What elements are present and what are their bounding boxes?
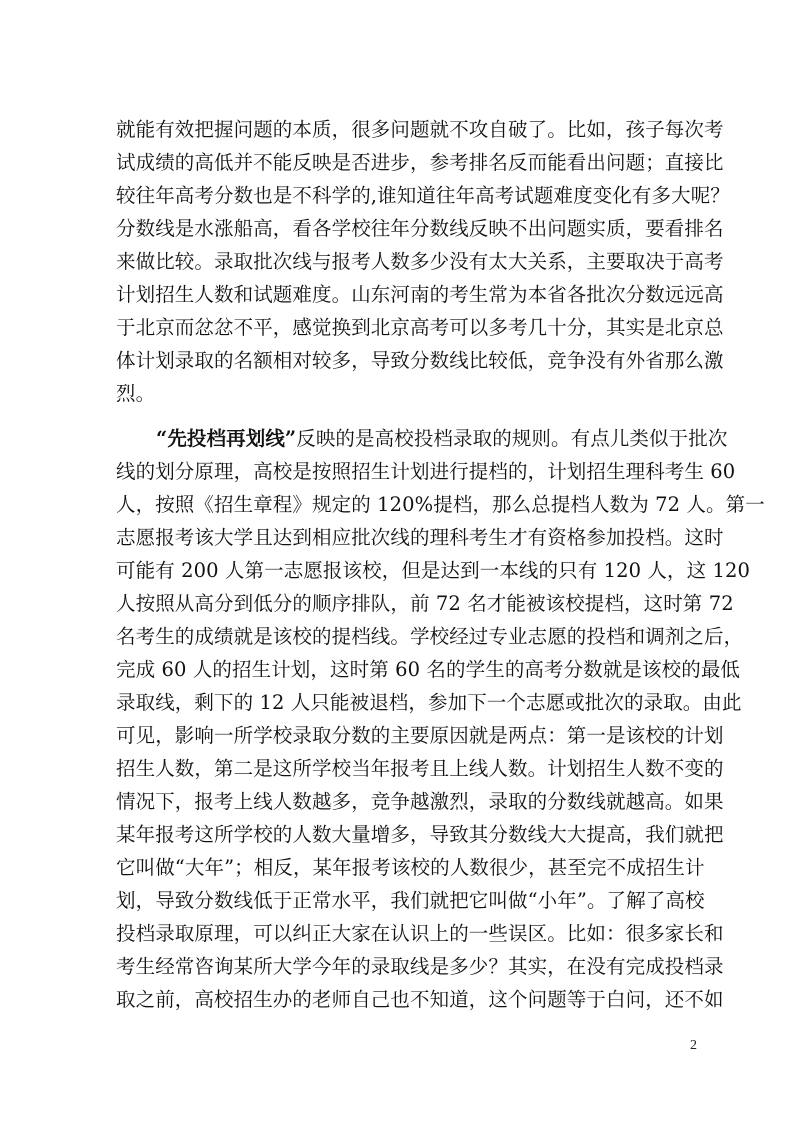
paragraph-2-line: 划，导致分数线低于正常水平，我们就把它叫做“小年”。了解了高校 — [116, 889, 705, 912]
first-line-rest: 反映的是高校投档录取的规则。有点儿类似于批次 — [296, 427, 728, 450]
paragraph-1-line: 于北京而忿忿不平，感觉换到北京高考可以多考几十分，其实是北京总 — [116, 316, 724, 339]
paragraph-1-line: 就能有效把握问题的本质，很多问题就不攻自破了。比如，孩子每次考 — [116, 118, 724, 141]
paragraph-2-line: 情况下，报考上线人数越多，竞争越激烈，录取的分数线就越高。如果 — [116, 790, 724, 813]
paragraph-1-line: 烈。 — [116, 382, 156, 405]
paragraph-1-line: 体计划录取的名额相对较多，导致分数线比较低，竞争没有外省那么激 — [116, 349, 724, 372]
paragraph-2-line: 投档录取原理，可以纠正大家在认识上的一些误区。比如：很多家长和 — [116, 922, 724, 945]
paragraph-2-line: 可见，影响一所学校录取分数的主要原因就是两点：第一是该校的计划 — [116, 724, 724, 747]
page-number: 2 — [690, 1038, 697, 1053]
paragraph-1-line: 较往年高考分数也是不科学的,谁知道往年高考试题难度变化有多大呢？ — [116, 184, 730, 207]
paragraph-1-line: 来做比较。录取批次线与报考人数多少没有太大关系，主要取决于高考 — [116, 250, 724, 273]
paragraph-2-line: 可能有 200 人第一志愿报该校，但是达到一本线的只有 120 人，这 120 — [116, 559, 751, 582]
paragraph-2-line: 招生人数，第二是这所学校当年报考且上线人数。计划招生人数不变的 — [116, 757, 724, 780]
paragraph-1-line: 计划招生人数和试题难度。山东河南的考生常为本省各批次分数远远高 — [116, 283, 724, 306]
paragraph-1-line: 试成绩的高低并不能反映是否进步，参考排名反而能看出问题；直接比 — [116, 151, 724, 174]
paragraph-2-line: 名考生的成绩就是该校的提档线。学校经过专业志愿的投档和调剂之后， — [116, 625, 744, 648]
paragraph-2-line: 志愿报考该大学且达到相应批次线的理科考生才有资格参加投档。这时 — [116, 526, 724, 549]
paragraph-2-line: 考生经常咨询某所大学今年的录取线是多少？其实，在没有完成投档录 — [116, 955, 724, 978]
paragraph-2-line: 某年报考这所学校的人数大量增多，导致其分数线大大提高，我们就把 — [116, 823, 724, 846]
paragraph-2-first-line — [116, 422, 728, 455]
paragraph-2-line: 录取线，剩下的 12 人只能被退档，参加下一个志愿或批次的录取。由此 — [116, 691, 742, 714]
paragraph-2-line: 取之前，高校招生办的老师自己也不知道，这个问题等于白问，还不如 — [116, 988, 724, 1011]
body-text — [116, 113, 765, 1016]
paragraph-2-line: 它叫做“大年”；相反，某年报考该校的人数很少，甚至完不成招生计 — [116, 856, 705, 879]
bold-phrase: “先投档再划线” — [156, 427, 297, 450]
paragraph-2-line: 人按照从高分到低分的顺序排队，前 72 名才能被该校提档，这时第 72 — [116, 592, 734, 615]
paragraph-2-line: 完成 60 人的招生计划，这时第 60 名的学生的高考分数就是该校的最低 — [116, 658, 741, 681]
paragraph-gap — [116, 410, 716, 422]
paragraph-2-line: 线的划分原理，高校是按照招生计划进行提档的，计划招生理科考生 60 — [116, 460, 736, 483]
paragraph-2-line: 人，按照《招生章程》规定的 120%提档，那么总提档人数为 72 人。第一 — [116, 493, 765, 516]
paragraph-1-line: 分数线是水涨船高，看各学校往年分数线反映不出问题实质，要看排名 — [116, 217, 724, 240]
